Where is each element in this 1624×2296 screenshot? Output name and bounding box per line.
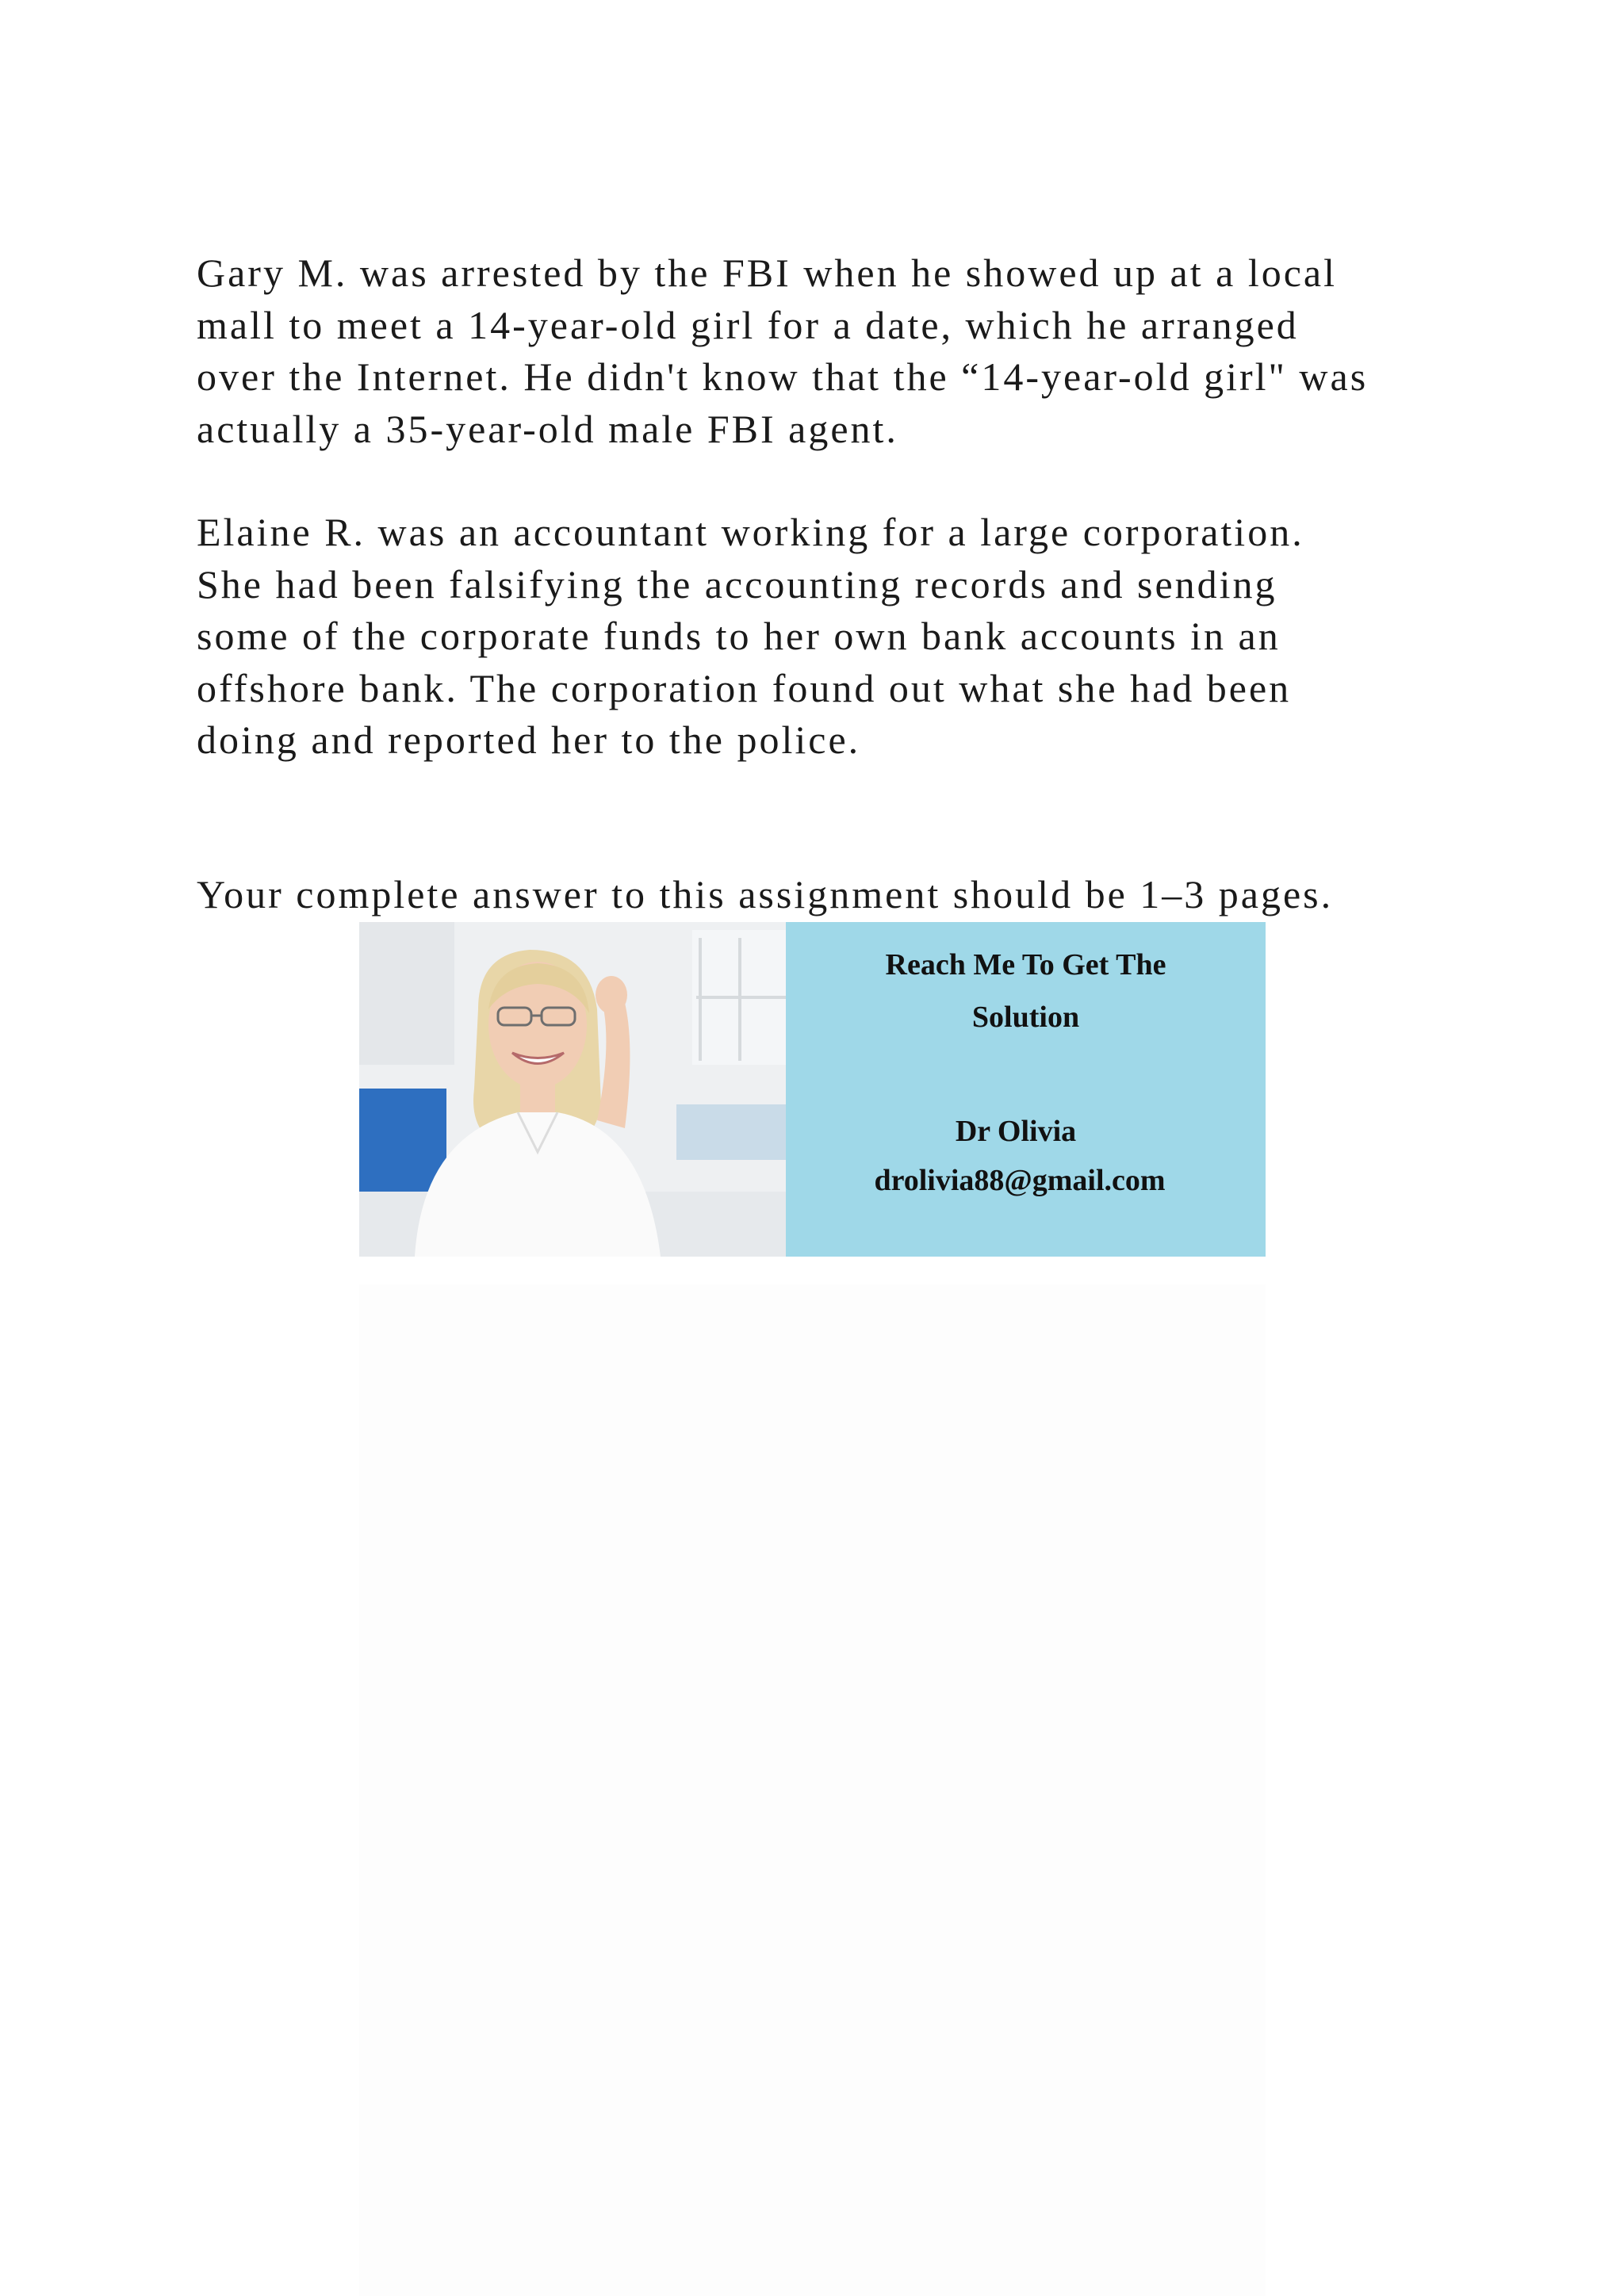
promo-headline-line-2: Solution xyxy=(971,1001,1080,1034)
promo-banner xyxy=(359,922,1266,1257)
promo-contact-panel xyxy=(786,922,1266,1257)
woman-photo xyxy=(359,922,786,1257)
paragraph-gary: Gary M. was arrested by the FBI when he showed up at a local mall to meet a 14-year-old girl for a date, which he arranged over the Internet. He didn't know that the “14-year-old girl" was actually a 35-year-old male FBI agent. xyxy=(197,251,1369,451)
promo-headline-line-1: Reach Me To Get The xyxy=(885,948,1166,982)
paragraph-assignment-length: Your complete answer to this assignment should be 1–3 pages. xyxy=(197,872,1334,916)
promo-contact-name: Dr Olivia xyxy=(955,1115,1077,1148)
promo-contact-email: drolivia88@gmail.com xyxy=(874,1164,1166,1197)
blank-image-area xyxy=(359,1284,1266,2296)
paragraph-elaine: Elaine R. was an accountant working for a large corporation. She had been falsifying the accounting records and sending some of the corporate funds to her own bank accounts in an offshore bank. The corporation found out what she had been doing and reported her to the police. xyxy=(197,510,1304,762)
